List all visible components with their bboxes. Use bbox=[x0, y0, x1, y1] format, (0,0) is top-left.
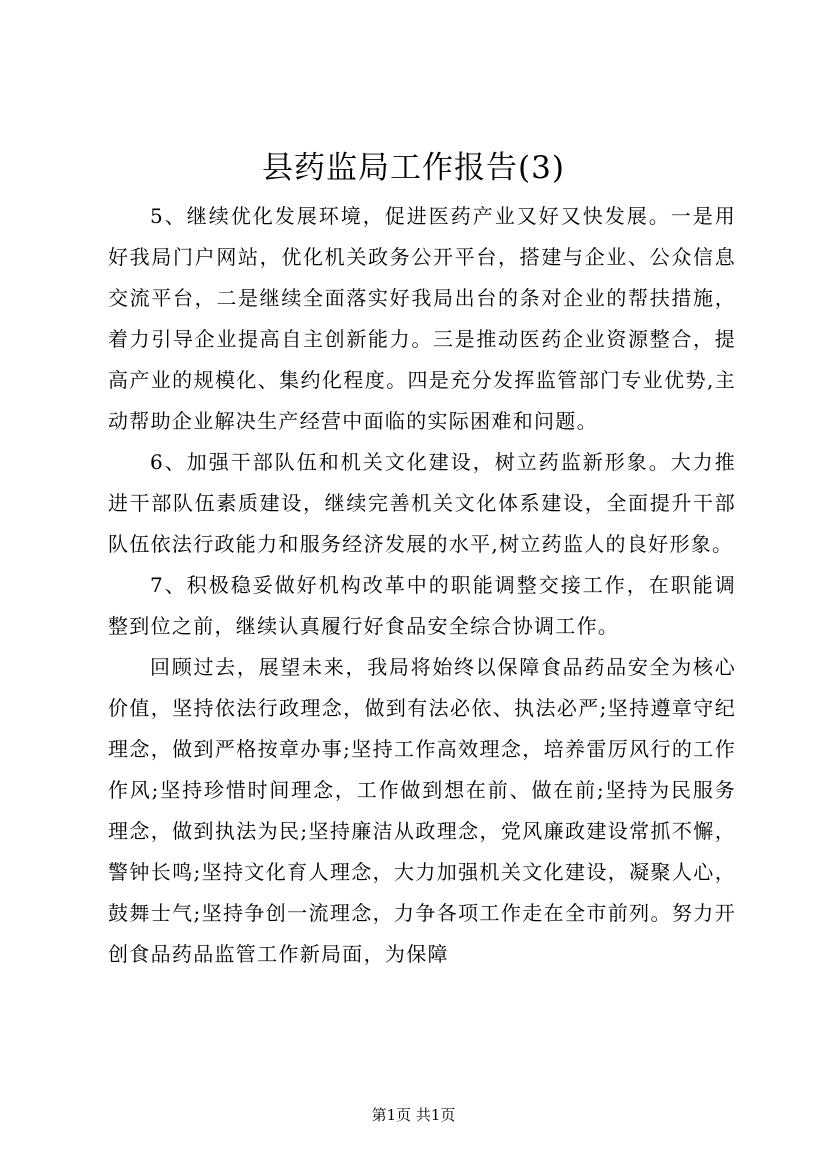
document-body bbox=[108, 196, 736, 975]
page-footer: 第1页 共1页 bbox=[371, 1106, 456, 1124]
document-title: 县药监局工作报告(3) bbox=[262, 150, 565, 186]
paragraph-review: 回顾过去，展望未来，我局将始终以保障食品药品安全为核心价值，坚持依法行政理念，做到有法必依、执法必严;坚持遵章守纪理念，做到严格按章办事;坚持工作高效理念，培养雷厉风行的工作作风;坚持珍惜时间理念，工作做到想在前、做在前;坚持为民服务理念，做到执法为民;坚持廉洁从政理念，党风廉政建设常抓不懈，警钟长鸣;坚持文化育人理念，大力加强机关文化建设，凝聚人心，鼓舞士气;坚持争创一流理念，力争各项工作走在全市前列。努力开创食品药品监管工作新局面，为保障 bbox=[108, 655, 736, 966]
paragraph-7: 7、积极稳妥做好机构改革中的职能调整交接工作，在职能调整到位之前，继续认真履行好食品安全综合协调工作。 bbox=[108, 573, 736, 638]
paragraph-6: 6、加强干部队伍和机关文化建设，树立药监新形象。大力推进干部队伍素质建设，继续完善机关文化体系建设，全面提升干部队伍依法行政能力和服务经济发展的水平,树立药监人的良好形象。 bbox=[108, 450, 736, 556]
paragraph-5: 5、继续优化发展环境，促进医药产业又好又快发展。一是用好我局门户网站，优化机关政务公开平台，搭建与企业、公众信息交流平台，二是继续全面落实好我局出台的条对企业的帮扶措施，着力引导企业提高自主创新能力。三是推动医药企业资源整合，提高产业的规模化、集约化程度。四是充分发挥监管部门专业优势,主动帮助企业解决生产经营中面临的实际困难和问题。 bbox=[108, 204, 736, 433]
